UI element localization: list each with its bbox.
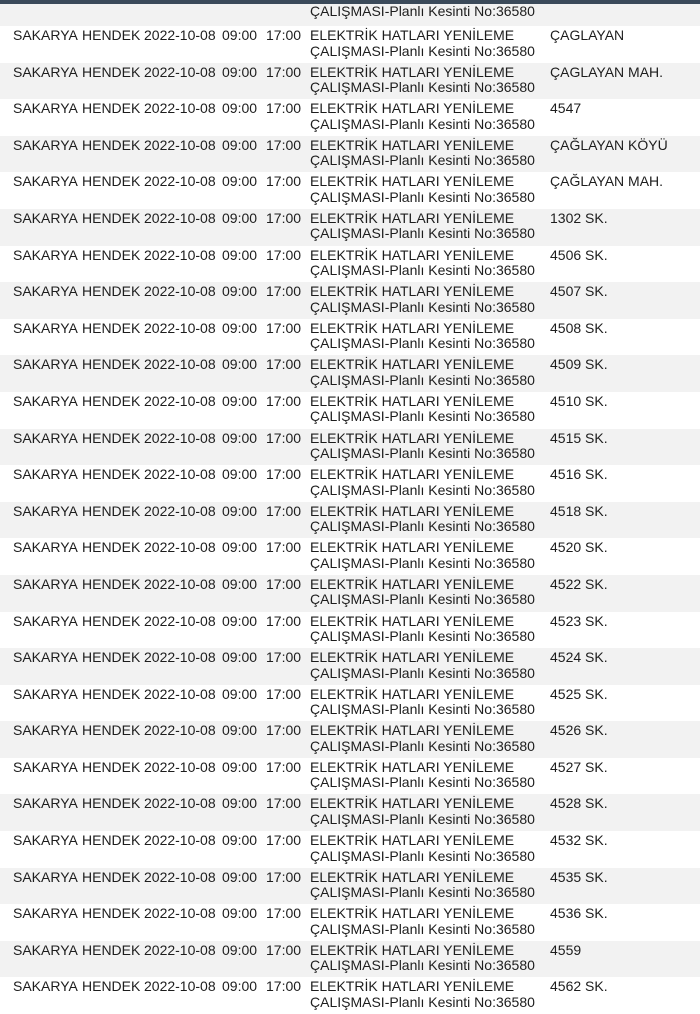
description-cell — [310, 63, 550, 100]
description-line-2: ÇALIŞMASI-Planlı Kesinti No:36580 — [310, 481, 535, 498]
start-time-cell: 09:00 — [222, 319, 266, 356]
description-line-1: ELEKTRİK HATLARI YENİLEME — [310, 246, 515, 263]
city-cell: SAKARYA — [0, 392, 82, 429]
description-line-1: ELEKTRİK HATLARI YENİLEME — [310, 173, 515, 190]
description-line-1: ELEKTRİK HATLARI YENİLEME — [310, 612, 515, 629]
description-cell — [310, 831, 550, 868]
city-cell: SAKARYA — [0, 319, 82, 356]
description-line-1: ELEKTRİK HATLARI YENİLEME — [310, 356, 515, 373]
district-cell: HENDEK — [82, 831, 144, 868]
table-row — [0, 282, 700, 319]
date-cell: 2022-10-08 — [144, 904, 222, 941]
description-cell — [310, 282, 550, 319]
district-cell: HENDEK — [82, 172, 144, 209]
start-time-cell — [222, 4, 266, 26]
description-line-1: ELEKTRİK HATLARI YENİLEME — [310, 575, 515, 592]
district-cell: HENDEK — [82, 319, 144, 356]
start-time-cell: 09:00 — [222, 575, 266, 612]
date-cell: 2022-10-08 — [144, 794, 222, 831]
end-time-cell: 17:00 — [266, 319, 310, 356]
description-line-2: ÇALIŞMASI-Planlı Kesinti No:36580 — [310, 152, 535, 169]
table-row — [0, 502, 700, 539]
date-cell: 2022-10-08 — [144, 941, 222, 978]
start-time-cell: 09:00 — [222, 355, 266, 392]
table-row — [0, 575, 700, 612]
end-time-cell: 17:00 — [266, 941, 310, 978]
start-time-cell: 09:00 — [222, 648, 266, 685]
street-cell: 4524 SK. — [550, 648, 700, 685]
district-cell: HENDEK — [82, 26, 144, 63]
description-cell — [310, 209, 550, 246]
table-row — [0, 465, 700, 502]
table-row — [0, 99, 700, 136]
description-cell — [310, 758, 550, 795]
date-cell: 2022-10-08 — [144, 977, 222, 1014]
description-cell — [310, 612, 550, 649]
table-row — [0, 685, 700, 722]
table-row — [0, 355, 700, 392]
district-cell: HENDEK — [82, 685, 144, 722]
district-cell: HENDEK — [82, 355, 144, 392]
description-line-2: ÇALIŞMASI-Planlı Kesinti No:36580 — [310, 42, 535, 59]
description-line-1: ELEKTRİK HATLARI YENİLEME — [310, 429, 515, 446]
city-cell: SAKARYA — [0, 172, 82, 209]
city-cell: SAKARYA — [0, 502, 82, 539]
description-line-2: ÇALIŞMASI-Planlı Kesinti No:36580 — [310, 298, 535, 315]
date-cell: 2022-10-08 — [144, 721, 222, 758]
table-row — [0, 26, 700, 63]
end-time-cell: 17:00 — [266, 538, 310, 575]
date-cell: 2022-10-08 — [144, 355, 222, 392]
start-time-cell: 09:00 — [222, 612, 266, 649]
district-cell: HENDEK — [82, 282, 144, 319]
description-line-1: ELEKTRİK HATLARI YENİLEME — [310, 502, 515, 519]
end-time-cell: 17:00 — [266, 612, 310, 649]
street-cell: 4522 SK. — [550, 575, 700, 612]
district-cell: HENDEK — [82, 246, 144, 283]
city-cell: SAKARYA — [0, 246, 82, 283]
end-time-cell: 17:00 — [266, 246, 310, 283]
date-cell: 2022-10-08 — [144, 575, 222, 612]
description-line-2: ÇALIŞMASI-Planlı Kesinti No:36580 — [310, 371, 535, 388]
table-row — [0, 721, 700, 758]
city-cell: SAKARYA — [0, 209, 82, 246]
end-time-cell: 17:00 — [266, 465, 310, 502]
start-time-cell: 09:00 — [222, 392, 266, 429]
street-cell: 4518 SK. — [550, 502, 700, 539]
city-cell: SAKARYA — [0, 941, 82, 978]
description-line-1: ELEKTRİK HATLARI YENİLEME — [310, 685, 515, 702]
street-cell — [550, 4, 700, 26]
start-time-cell: 09:00 — [222, 26, 266, 63]
description-line-2: ÇALIŞMASI-Planlı Kesinti No:36580 — [310, 225, 535, 242]
start-time-cell: 09:00 — [222, 794, 266, 831]
description-line-1: ELEKTRİK HATLARI YENİLEME — [310, 539, 515, 556]
description-cell — [310, 502, 550, 539]
description-line-1: ELEKTRİK HATLARI YENİLEME — [310, 100, 515, 117]
date-cell: 2022-10-08 — [144, 648, 222, 685]
description-cell — [310, 868, 550, 905]
street-cell: 4535 SK. — [550, 868, 700, 905]
district-cell: HENDEK — [82, 575, 144, 612]
district-cell: HENDEK — [82, 941, 144, 978]
description-line-2: ÇALIŞMASI-Planlı Kesinti No:36580 — [310, 4, 535, 19]
end-time-cell: 17:00 — [266, 575, 310, 612]
table-row — [0, 172, 700, 209]
end-time-cell: 17:00 — [266, 392, 310, 429]
city-cell: SAKARYA — [0, 99, 82, 136]
description-cell — [310, 465, 550, 502]
description-line-2: ÇALIŞMASI-Planlı Kesinti No:36580 — [310, 774, 535, 791]
city-cell: SAKARYA — [0, 429, 82, 466]
date-cell: 2022-10-08 — [144, 26, 222, 63]
description-cell — [310, 575, 550, 612]
description-line-2: ÇALIŞMASI-Planlı Kesinti No:36580 — [310, 957, 535, 974]
start-time-cell: 09:00 — [222, 538, 266, 575]
end-time-cell: 17:00 — [266, 26, 310, 63]
start-time-cell: 09:00 — [222, 868, 266, 905]
description-cell — [310, 355, 550, 392]
city-cell — [0, 4, 82, 26]
start-time-cell: 09:00 — [222, 941, 266, 978]
end-time-cell: 17:00 — [266, 502, 310, 539]
end-time-cell: 17:00 — [266, 868, 310, 905]
start-time-cell: 09:00 — [222, 721, 266, 758]
description-line-2: ÇALIŞMASI-Planlı Kesinti No:36580 — [310, 591, 535, 608]
description-cell — [310, 4, 550, 26]
date-cell — [144, 4, 222, 26]
district-cell: HENDEK — [82, 794, 144, 831]
description-line-2: ÇALIŞMASI-Planlı Kesinti No:36580 — [310, 920, 535, 937]
date-cell: 2022-10-08 — [144, 502, 222, 539]
city-cell: SAKARYA — [0, 648, 82, 685]
table-row — [0, 612, 700, 649]
district-cell: HENDEK — [82, 612, 144, 649]
description-cell — [310, 172, 550, 209]
city-cell: SAKARYA — [0, 794, 82, 831]
description-line-2: ÇALIŞMASI-Planlı Kesinti No:36580 — [310, 188, 535, 205]
date-cell: 2022-10-08 — [144, 282, 222, 319]
description-line-2: ÇALIŞMASI-Planlı Kesinti No:36580 — [310, 628, 535, 644]
start-time-cell: 09:00 — [222, 209, 266, 246]
street-cell: ÇAGLAYAN MAH. — [550, 63, 700, 100]
street-cell: 4527 SK. — [550, 758, 700, 795]
description-line-2: ÇALIŞMASI-Planlı Kesinti No:36580 — [310, 335, 535, 352]
date-cell: 2022-10-08 — [144, 868, 222, 905]
description-cell — [310, 721, 550, 758]
table-row — [0, 758, 700, 795]
table-row — [0, 319, 700, 356]
date-cell: 2022-10-08 — [144, 685, 222, 722]
street-cell: 4532 SK. — [550, 831, 700, 868]
district-cell: HENDEK — [82, 758, 144, 795]
end-time-cell: 17:00 — [266, 831, 310, 868]
table-row — [0, 868, 700, 905]
date-cell: 2022-10-08 — [144, 319, 222, 356]
end-time-cell: 17:00 — [266, 355, 310, 392]
date-cell: 2022-10-08 — [144, 758, 222, 795]
start-time-cell: 09:00 — [222, 99, 266, 136]
description-line-1: ELEKTRİK HATLARI YENİLEME — [310, 27, 515, 43]
street-cell: ÇAĞLAYAN MAH. — [550, 172, 700, 209]
end-time-cell: 17:00 — [266, 794, 310, 831]
description-line-2: ÇALIŞMASI-Planlı Kesinti No:36580 — [310, 810, 535, 827]
description-line-1: ELEKTRİK HATLARI YENİLEME — [310, 905, 515, 922]
city-cell: SAKARYA — [0, 685, 82, 722]
description-cell — [310, 685, 550, 722]
start-time-cell: 09:00 — [222, 977, 266, 1014]
end-time-cell: 17:00 — [266, 282, 310, 319]
district-cell: HENDEK — [82, 977, 144, 1014]
description-line-1: ELEKTRİK HATLARI YENİLEME — [310, 868, 515, 885]
table-row — [0, 941, 700, 978]
date-cell: 2022-10-08 — [144, 136, 222, 173]
description-cell — [310, 538, 550, 575]
start-time-cell: 09:00 — [222, 904, 266, 941]
city-cell: SAKARYA — [0, 612, 82, 649]
district-cell: HENDEK — [82, 465, 144, 502]
description-line-1: ELEKTRİK HATLARI YENİLEME — [310, 649, 515, 666]
street-cell: 4510 SK. — [550, 392, 700, 429]
description-line-1: ELEKTRİK HATLARI YENİLEME — [310, 136, 515, 153]
end-time-cell: 17:00 — [266, 172, 310, 209]
description-line-2: ÇALIŞMASI-Planlı Kesinti No:36580 — [310, 408, 535, 425]
description-cell — [310, 319, 550, 356]
description-cell — [310, 429, 550, 466]
end-time-cell: 17:00 — [266, 758, 310, 795]
district-cell: HENDEK — [82, 99, 144, 136]
street-cell: 4520 SK. — [550, 538, 700, 575]
street-cell: 4516 SK. — [550, 465, 700, 502]
description-line-1: ELEKTRİK HATLARI YENİLEME — [310, 941, 515, 958]
table-row — [0, 429, 700, 466]
start-time-cell: 09:00 — [222, 465, 266, 502]
district-cell: HENDEK — [82, 63, 144, 100]
description-line-2: ÇALIŞMASI-Planlı Kesinti No:36580 — [310, 993, 535, 1010]
end-time-cell: 17:00 — [266, 685, 310, 722]
street-cell: ÇAĞLAYAN KÖYÜ — [550, 136, 700, 173]
description-line-2: ÇALIŞMASI-Planlı Kesinti No:36580 — [310, 445, 535, 462]
district-cell: HENDEK — [82, 648, 144, 685]
description-line-1: ELEKTRİK HATLARI YENİLEME — [310, 63, 515, 80]
description-line-1: ELEKTRİK HATLARI YENİLEME — [310, 832, 515, 849]
table-row — [0, 904, 700, 941]
table-row — [0, 136, 700, 173]
description-cell — [310, 99, 550, 136]
district-cell: HENDEK — [82, 136, 144, 173]
street-cell: 4523 SK. — [550, 612, 700, 649]
start-time-cell: 09:00 — [222, 685, 266, 722]
description-line-2: ÇALIŞMASI-Planlı Kesinti No:36580 — [310, 884, 535, 901]
street-cell: ÇAGLAYAN — [550, 26, 700, 63]
date-cell: 2022-10-08 — [144, 99, 222, 136]
city-cell: SAKARYA — [0, 868, 82, 905]
street-cell: 4536 SK. — [550, 904, 700, 941]
description-line-1: ELEKTRİK HATLARI YENİLEME — [310, 758, 515, 775]
date-cell: 2022-10-08 — [144, 831, 222, 868]
description-cell — [310, 136, 550, 173]
table-row — [0, 831, 700, 868]
district-cell: HENDEK — [82, 721, 144, 758]
date-cell: 2022-10-08 — [144, 209, 222, 246]
date-cell: 2022-10-08 — [144, 246, 222, 283]
start-time-cell: 09:00 — [222, 136, 266, 173]
description-line-1: ELEKTRİK HATLARI YENİLEME — [310, 283, 515, 300]
street-cell: 1302 SK. — [550, 209, 700, 246]
start-time-cell: 09:00 — [222, 172, 266, 209]
description-line-1: ELEKTRİK HATLARI YENİLEME — [310, 795, 515, 812]
street-cell: 4509 SK. — [550, 355, 700, 392]
table-row — [0, 392, 700, 429]
description-line-1: ELEKTRİK HATLARI YENİLEME — [310, 978, 515, 995]
date-cell: 2022-10-08 — [144, 392, 222, 429]
street-cell: 4559 — [550, 941, 700, 978]
description-line-1: ELEKTRİK HATLARI YENİLEME — [310, 722, 515, 739]
table-row — [0, 63, 700, 100]
outage-table-body — [0, 4, 700, 1014]
description-line-2: ÇALIŞMASI-Planlı Kesinti No:36580 — [310, 518, 535, 535]
description-line-2: ÇALIŞMASI-Planlı Kesinti No:36580 — [310, 847, 535, 864]
description-line-2: ÇALIŞMASI-Planlı Kesinti No:36580 — [310, 737, 535, 754]
end-time-cell: 17:00 — [266, 904, 310, 941]
district-cell: HENDEK — [82, 868, 144, 905]
start-time-cell: 09:00 — [222, 831, 266, 868]
city-cell: SAKARYA — [0, 977, 82, 1014]
street-cell: 4526 SK. — [550, 721, 700, 758]
city-cell: SAKARYA — [0, 575, 82, 612]
date-cell: 2022-10-08 — [144, 612, 222, 649]
date-cell: 2022-10-08 — [144, 429, 222, 466]
end-time-cell: 17:00 — [266, 99, 310, 136]
description-line-1: ELEKTRİK HATLARI YENİLEME — [310, 392, 515, 409]
description-cell — [310, 392, 550, 429]
district-cell: HENDEK — [82, 904, 144, 941]
date-cell: 2022-10-08 — [144, 172, 222, 209]
city-cell: SAKARYA — [0, 465, 82, 502]
city-cell: SAKARYA — [0, 355, 82, 392]
city-cell: SAKARYA — [0, 63, 82, 100]
end-time-cell: 17:00 — [266, 721, 310, 758]
street-cell: 4562 SK. — [550, 977, 700, 1014]
description-line-2: ÇALIŞMASI-Planlı Kesinti No:36580 — [310, 115, 535, 132]
start-time-cell: 09:00 — [222, 63, 266, 100]
street-cell: 4507 SK. — [550, 282, 700, 319]
district-cell — [82, 4, 144, 26]
street-cell: 4525 SK. — [550, 685, 700, 722]
start-time-cell: 09:00 — [222, 282, 266, 319]
description-line-1: ELEKTRİK HATLARI YENİLEME — [310, 319, 515, 336]
city-cell: SAKARYA — [0, 136, 82, 173]
description-line-1: ELEKTRİK HATLARI YENİLEME — [310, 466, 515, 483]
street-cell: 4508 SK. — [550, 319, 700, 356]
end-time-cell: 17:00 — [266, 429, 310, 466]
city-cell: SAKARYA — [0, 831, 82, 868]
table-row — [0, 246, 700, 283]
end-time-cell: 17:00 — [266, 63, 310, 100]
description-line-1: ELEKTRİK HATLARI YENİLEME — [310, 209, 515, 226]
date-cell: 2022-10-08 — [144, 465, 222, 502]
end-time-cell: 17:00 — [266, 977, 310, 1014]
date-cell: 2022-10-08 — [144, 538, 222, 575]
city-cell: SAKARYA — [0, 904, 82, 941]
table-row — [0, 977, 700, 1014]
description-line-2: ÇALIŞMASI-Planlı Kesinti No:36580 — [310, 554, 535, 571]
district-cell: HENDEK — [82, 502, 144, 539]
district-cell: HENDEK — [82, 209, 144, 246]
district-cell: HENDEK — [82, 538, 144, 575]
table-row — [0, 538, 700, 575]
description-line-2: ÇALIŞMASI-Planlı Kesinti No:36580 — [310, 701, 535, 718]
street-cell: 4515 SK. — [550, 429, 700, 466]
outage-table-container — [0, 4, 700, 1014]
table-row — [0, 209, 700, 246]
description-line-2: ÇALIŞMASI-Planlı Kesinti No:36580 — [310, 79, 535, 96]
outage-table — [0, 4, 700, 1014]
end-time-cell: 17:00 — [266, 648, 310, 685]
description-line-2: ÇALIŞMASI-Planlı Kesinti No:36580 — [310, 664, 535, 681]
start-time-cell: 09:00 — [222, 758, 266, 795]
city-cell: SAKARYA — [0, 538, 82, 575]
street-cell: 4547 — [550, 99, 700, 136]
district-cell: HENDEK — [82, 392, 144, 429]
description-cell — [310, 977, 550, 1014]
date-cell: 2022-10-08 — [144, 63, 222, 100]
description-cell — [310, 941, 550, 978]
description-cell — [310, 648, 550, 685]
city-cell: SAKARYA — [0, 282, 82, 319]
description-cell — [310, 246, 550, 283]
city-cell: SAKARYA — [0, 758, 82, 795]
description-cell — [310, 26, 550, 63]
street-cell: 4506 SK. — [550, 246, 700, 283]
table-row — [0, 794, 700, 831]
description-cell — [310, 904, 550, 941]
end-time-cell: 17:00 — [266, 136, 310, 173]
description-line-2: ÇALIŞMASI-Planlı Kesinti No:36580 — [310, 262, 535, 279]
table-row — [0, 648, 700, 685]
street-cell: 4528 SK. — [550, 794, 700, 831]
end-time-cell — [266, 4, 310, 26]
start-time-cell: 09:00 — [222, 429, 266, 466]
district-cell: HENDEK — [82, 429, 144, 466]
table-row-partial — [0, 4, 700, 26]
start-time-cell: 09:00 — [222, 502, 266, 539]
city-cell: SAKARYA — [0, 721, 82, 758]
description-cell — [310, 794, 550, 831]
city-cell: SAKARYA — [0, 26, 82, 63]
end-time-cell: 17:00 — [266, 209, 310, 246]
start-time-cell: 09:00 — [222, 246, 266, 283]
